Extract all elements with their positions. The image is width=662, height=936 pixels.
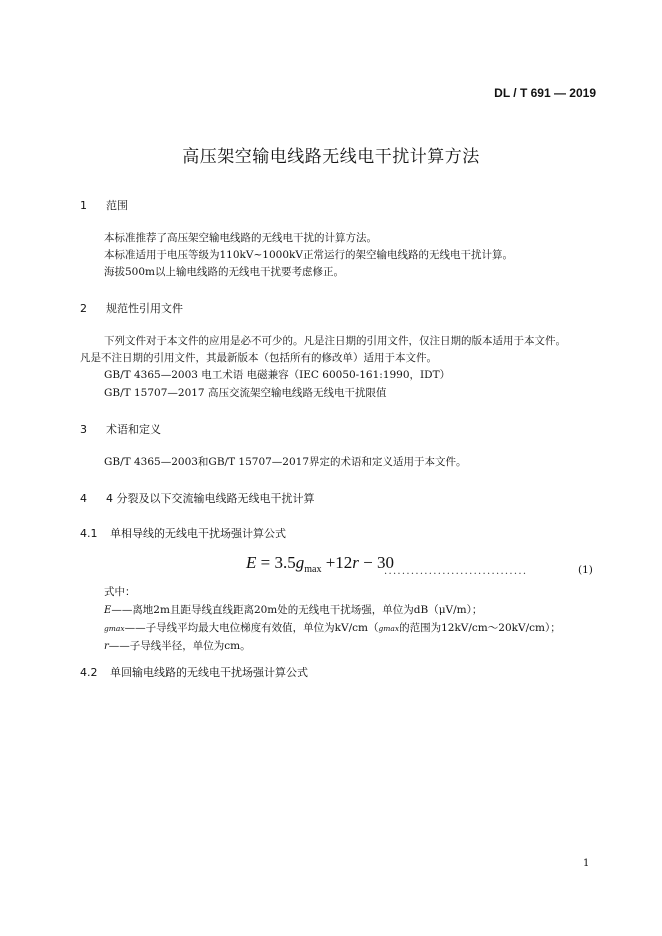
formula-r: r — [352, 553, 359, 572]
section-4-2-heading — [80, 664, 308, 680]
normative-para-2: 凡是不注日期的引用文件，其最新版本（包括所有的修改单）适用于本文件。 — [80, 352, 437, 364]
section-4-1-heading — [80, 525, 286, 541]
equation-number: (1) — [578, 564, 593, 576]
symbol-gmax: gmax — [104, 624, 125, 633]
section-number: 4 — [80, 492, 87, 505]
section-title: 术语和定义 — [106, 423, 161, 436]
symbol-r: r — [104, 641, 109, 652]
desc-g-2: 的范围为12kV/cm～20kV/cm）； — [399, 622, 561, 634]
section-number: 4.1 — [80, 527, 98, 540]
section-number: 3 — [80, 423, 87, 436]
document-title: 高压架空输电线路无线电干扰计算方法 — [182, 147, 480, 167]
equation-leader: ................................ — [384, 566, 528, 577]
reference-item: GB/T 4365—2003 电工术语 电磁兼容（IEC 60050-161:1990，IDT） — [104, 369, 451, 381]
formula-tail: − 30 — [358, 553, 395, 572]
formula-1 — [246, 553, 394, 575]
section-title: 单相导线的无线电干扰场强计算公式 — [110, 527, 286, 540]
section-1-heading — [80, 197, 128, 213]
desc-e: ——离地2m且距导线直线距离20m处的无线电干扰场强，单位为dB（μV/m）； — [111, 604, 483, 616]
terms-text: GB/T 4365—2003和GB/T 15707—2017界定的术语和定义适用于本文件。 — [104, 456, 467, 468]
formula-lhs: E — [246, 553, 257, 572]
section-title: 4 分裂及以下交流输电线路无线电干扰计算 — [106, 492, 315, 505]
scope-line-1: 本标准推荐了高压架空输电线路的无线电干扰的计算方法。 — [104, 232, 377, 244]
standard-number: DL / T 691 — 2019 — [494, 86, 596, 100]
formula-eq: = 3.5 — [256, 553, 296, 572]
scope-line-2: 本标准适用于电压等级为110kV~1000kV正常运行的架空输电线路的无线电干扰计算。 — [104, 249, 513, 261]
page-number: 1 — [583, 858, 590, 869]
section-3-heading — [80, 421, 161, 437]
symbol-gmax: gmax — [378, 624, 400, 633]
where-label: 式中： — [104, 586, 136, 598]
section-2-heading — [80, 300, 183, 316]
normative-para-1: 下列文件对于本文件的应用是必不可少的。凡是注日期的引用文件，仅注日期的版本适用于本文件。 — [104, 335, 566, 347]
desc-r: ——子导线半径，单位为cm。 — [108, 640, 251, 652]
section-title: 规范性引用文件 — [106, 302, 183, 315]
section-4-heading — [80, 490, 315, 506]
formula-sub: max — [304, 564, 322, 575]
formula-g: g — [295, 553, 305, 572]
section-number: 2 — [80, 302, 87, 315]
symbol-e: E — [104, 605, 112, 616]
variable-r-definition — [104, 639, 251, 654]
desc-g-1: ——子导线平均最大电位梯度有效值，单位为kV/cm（ — [124, 622, 379, 634]
section-number: 4.2 — [80, 666, 98, 679]
section-title: 单回输电线路的无线电干扰场强计算公式 — [110, 666, 308, 679]
section-number: 1 — [80, 199, 87, 212]
scope-line-3: 海拔500m以上输电线路的无线电干扰要考虑修正。 — [104, 266, 344, 278]
variable-e-definition — [104, 603, 482, 618]
reference-item: GB/T 15707—2017 高压交流架空输电线路无线电干扰限值 — [104, 387, 387, 399]
section-title: 范围 — [106, 199, 128, 212]
variable-g-definition — [104, 621, 561, 636]
formula-plus: +12 — [321, 553, 353, 572]
